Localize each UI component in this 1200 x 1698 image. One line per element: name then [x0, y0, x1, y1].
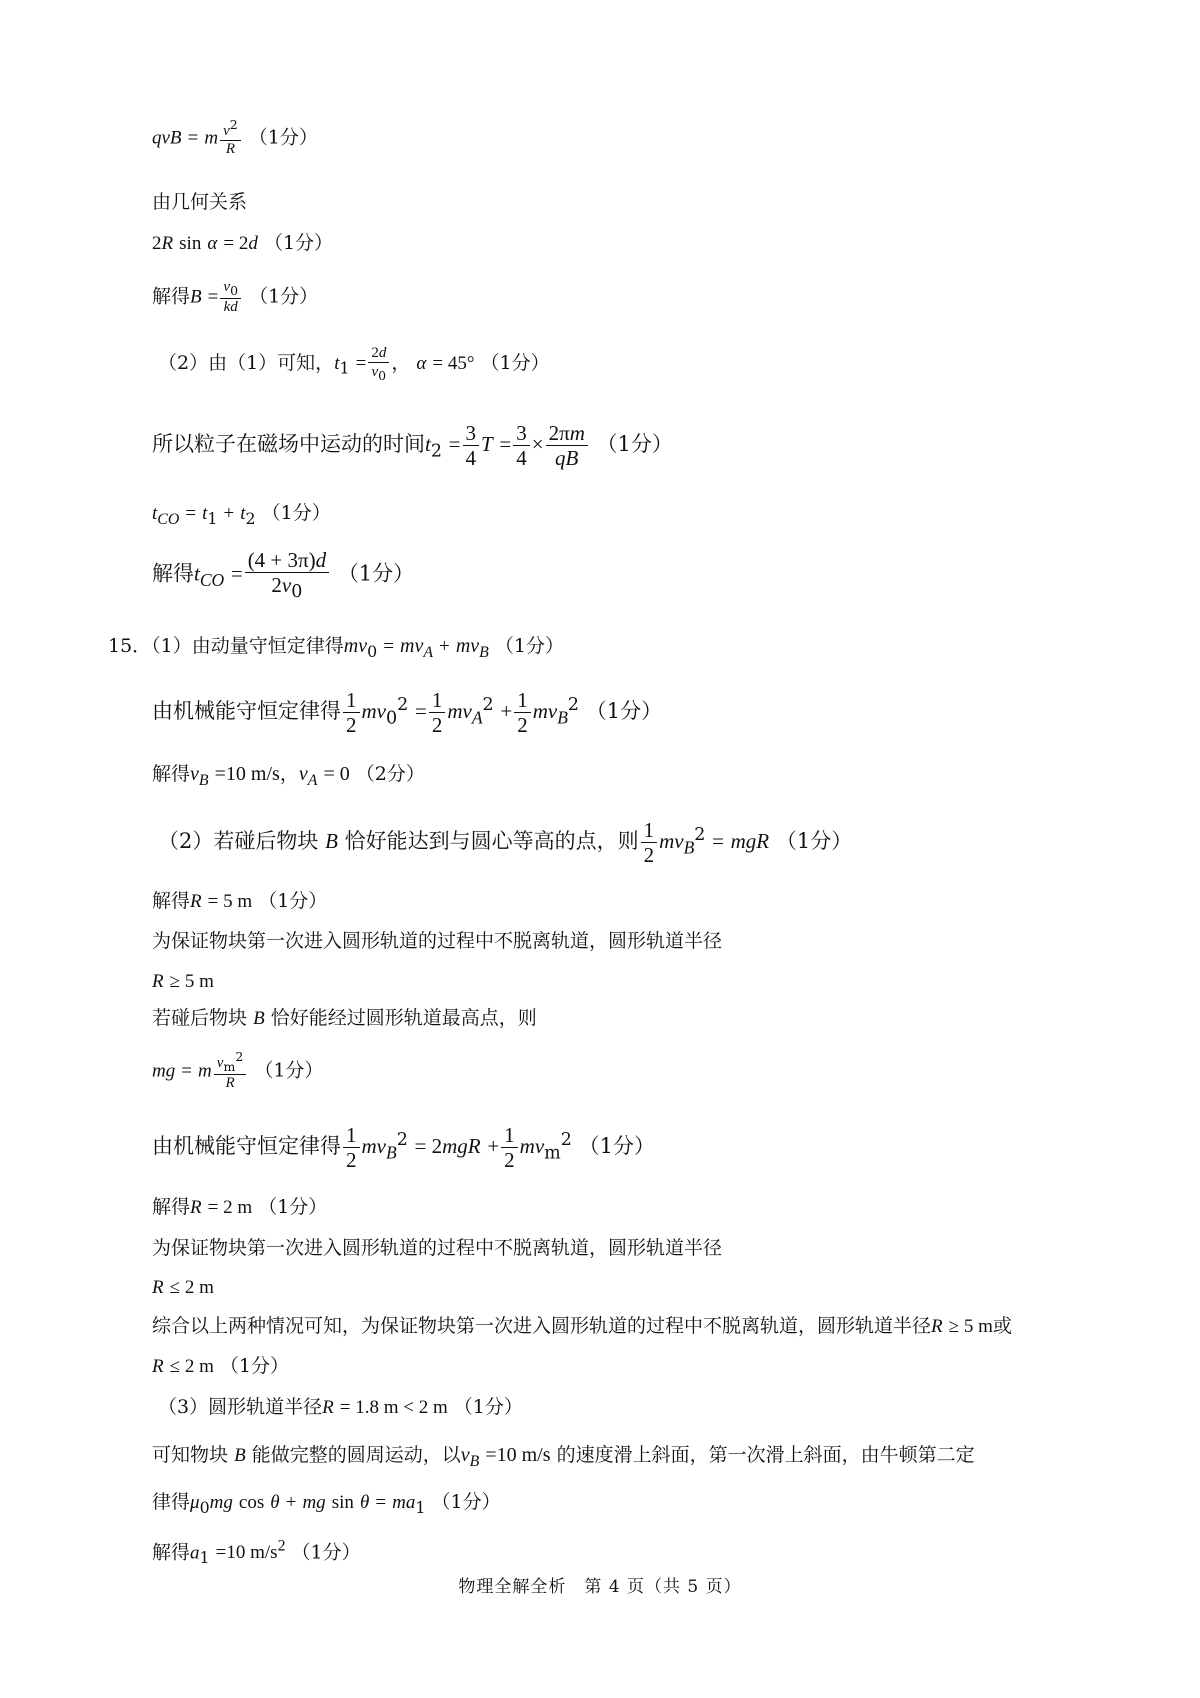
text-incline-motion: 可知物块 B 能做完整的圆周运动，以$v_B =10$ m/s 的速度滑上斜面，第一次滑上斜面，由牛顿第二定: [152, 1444, 975, 1470]
eq-velocities: 解得$v_B =10$ m/s，$v_A = 0$ （2分）: [152, 763, 425, 789]
eq-tco-sum: $t_{CO} = t_1 + t_2$ （1分）: [152, 502, 331, 528]
eq-t1-alpha: （2）由（1）可知，$t_1$ = $\frac{2d}{v_0}$ ， α = 45° （1分）: [158, 345, 550, 384]
text-condition-1: 为保证物块第一次进入圆形轨道的过程中不脱离轨道，圆形轨道半径: [152, 930, 723, 952]
eq-energy-height: （2）若碰后物块 B 恰好能达到与圆心等高的点，则 $\frac{1}{2}$ $mv_B^2$ = mgR （1分）: [158, 818, 853, 868]
text-condition-2: 为保证物块第一次进入圆形轨道的过程中不脱离轨道，圆形轨道半径: [152, 1237, 723, 1259]
eq-newton-second: 律得$\mu_0mg$ cos θ + mg $\sin \theta = ma_1$ （1分）: [152, 1491, 501, 1517]
eq-solve-B: 解得B = $\frac{v_0}{kd}$ （1分）: [152, 279, 319, 316]
eq-R-le-2m: R ≤ 2 m: [152, 1277, 214, 1298]
text-combined-conclusion: 综合以上两种情况可知，为保证物块第一次进入圆形轨道的过程中不脱离轨道，圆形轨道半径R ≥ 5 m或: [152, 1315, 1012, 1337]
eq-tco-result: 解得$t_{CO}$ = $\frac{(4 + 3\pi)d}{2v_0}$ （1分）: [152, 548, 415, 603]
eq-centripetal-top: mg = m $\frac{v_m^2}{R}$ （1分）: [152, 1049, 324, 1092]
eq-lorentz-force: qvB = m $\frac{v^2}{R}$ （1分）: [152, 117, 318, 158]
eq-geometry: 2R sin α = 2d （1分）: [152, 232, 334, 254]
eq-R-5m: 解得R = 5 m （1分）: [152, 890, 328, 912]
eq-R-le-2m-final: R ≤ 2 m （1分）: [152, 1355, 290, 1377]
page-footer: 物理全解全析 第 4 页（共 5 页）: [458, 1577, 742, 1597]
eq-momentum: 15．（1）由动量守恒定律得$mv_0 = mv_A + mv_B$ （1分）: [108, 635, 564, 661]
eq-energy-1: 由机械能守恒定律得 $\frac{1}{2}$ $mv_0^2$ = $\frac{1}{2}$ $mv_A^2$ + $\frac{1}{2}$ $mv_B^2$ （1分）: [152, 688, 663, 738]
eq-R-2m: 解得R = 2 m （1分）: [152, 1196, 328, 1218]
text-geometry: 由几何关系: [152, 191, 248, 213]
eq-a1: 解得$a_1 =10$ $m/s^2$ （1分）: [152, 1538, 361, 1568]
eq-R-ge-5m: R ≥ 5 m: [152, 971, 214, 992]
text-top-point: 若碰后物块 B 恰好能经过圆形轨道最高点，则: [152, 1007, 537, 1029]
eq-energy-top: 由机械能守恒定律得 $\frac{1}{2}$ $mv_B^2 = 2mgR$ + $\frac{1}{2}$ $mv_m^2$ （1分）: [152, 1123, 655, 1173]
eq-t2: 所以粒子在磁场中运动的时间$t_2$ = $\frac{3}{4}$ T = $\frac{3}{4}$ × $\frac{2\pi m}{qB}$ （1分）: [152, 421, 673, 471]
eq-R-1-8m: （3）圆形轨道半径R = 1.8 m < 2 m （1分）: [158, 1396, 523, 1418]
